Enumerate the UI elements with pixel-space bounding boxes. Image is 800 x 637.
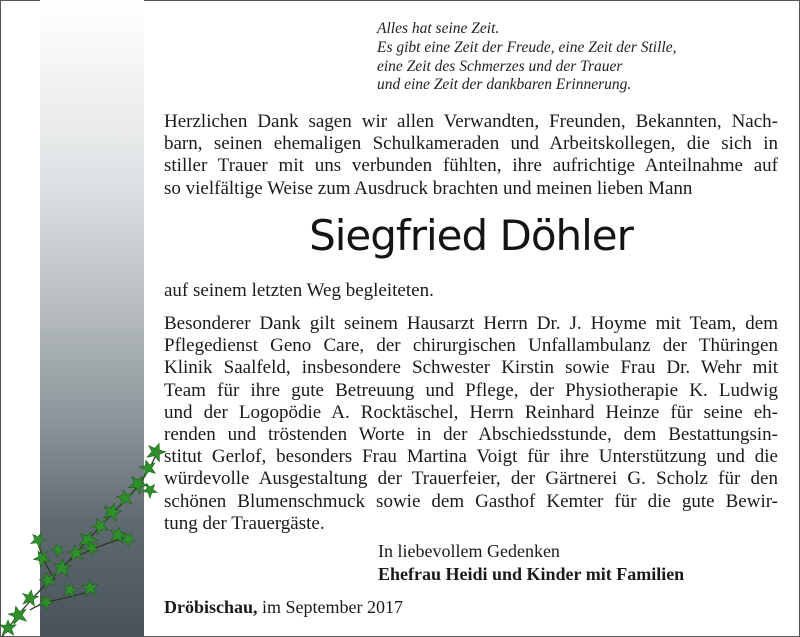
- place-name: Dröbischau,: [164, 597, 258, 617]
- ivy-branch-decoration: [0, 440, 170, 637]
- ivy-leaf: [21, 589, 40, 607]
- ivy-leaf: [101, 501, 123, 522]
- poem-line: und eine Zeit der dankbaren Erinnerung.: [377, 76, 632, 94]
- ivy-leaf: [37, 592, 56, 611]
- ivy-leaf: [31, 547, 53, 568]
- text-line: tung der Trauergäste.: [164, 512, 325, 534]
- text-line: barn, seinen ehemaligen Schulkameraden und Arbeitskollegen, die sich in: [164, 133, 778, 155]
- closing-line: In liebevollem Gedenken: [378, 541, 560, 561]
- text-line: würdevolle Ausgestaltung der Trauerfeier, der Gärtnerei G. Scholz für den: [164, 468, 778, 490]
- text-line: so vielfältige Weise zum Ausdruck brachten und meinen lieben Mann: [164, 177, 693, 199]
- last-way-line: auf seinem letzten Weg begleiteten.: [164, 280, 434, 301]
- text-line: stiller Trauer mit uns verbunden fühlten, ihre aufrichtige Anteilnahme auf: [164, 155, 778, 177]
- family-signature: Ehefrau Heidi und Kinder mit Familien: [378, 564, 685, 584]
- text-line: Pflegedienst Geno Care, der chirurgischen Unfallambulanz der Thüringen: [164, 335, 778, 357]
- special-thanks-paragraph: [164, 313, 778, 535]
- text-line: schönen Blumenschmuck sowie dem Gasthof Kemter für die gute Bewir-: [164, 490, 778, 512]
- ivy-leaf: [50, 541, 67, 558]
- text-line: renden und tröstenden Worte in der Abschiedsstunde, dem Bestattungsin-: [164, 424, 778, 446]
- poem-line: Es gibt eine Zeit der Freude, eine Zeit der Stille,: [377, 38, 677, 56]
- text-line: Klinik Saalfeld, insbesondere Schwester Kirstin sowie Frau Dr. Wehr mit: [164, 357, 778, 379]
- place-date-line: [164, 596, 403, 618]
- deceased-name: Siegfried Döhler: [309, 211, 633, 260]
- poem-line: Alles hat seine Zeit.: [377, 20, 500, 37]
- text-line: Team für ihre gute Betreuung und Pflege, der Physiotherapie K. Ludwig: [164, 379, 778, 401]
- text-line: Herzlichen Dank sagen wir allen Verwandten, Freunden, Bekannten, Nach-: [164, 111, 778, 132]
- date-text: im September 2017: [262, 597, 403, 617]
- text-line: Besonderer Dank gilt seinem Hausarzt Herrn Dr. J. Hoyme mit Team, dem: [164, 313, 778, 334]
- poem-line: eine Zeit des Schmerzes und der Trauer: [377, 57, 623, 75]
- poem: [377, 20, 777, 95]
- text-line: stitut Gerlof, besonders Frau Martina Voigt für ihre Unterstützung und die: [164, 446, 778, 468]
- text-line: und der Logopödie A. Rocktäschel, Herrn Reinhard Heinze für seine eh-: [164, 401, 778, 423]
- ivy-leaf: [140, 480, 160, 500]
- thanks-paragraph: [164, 111, 778, 200]
- ivy-leaf: [116, 489, 135, 507]
- ivy-leaf: [138, 458, 158, 477]
